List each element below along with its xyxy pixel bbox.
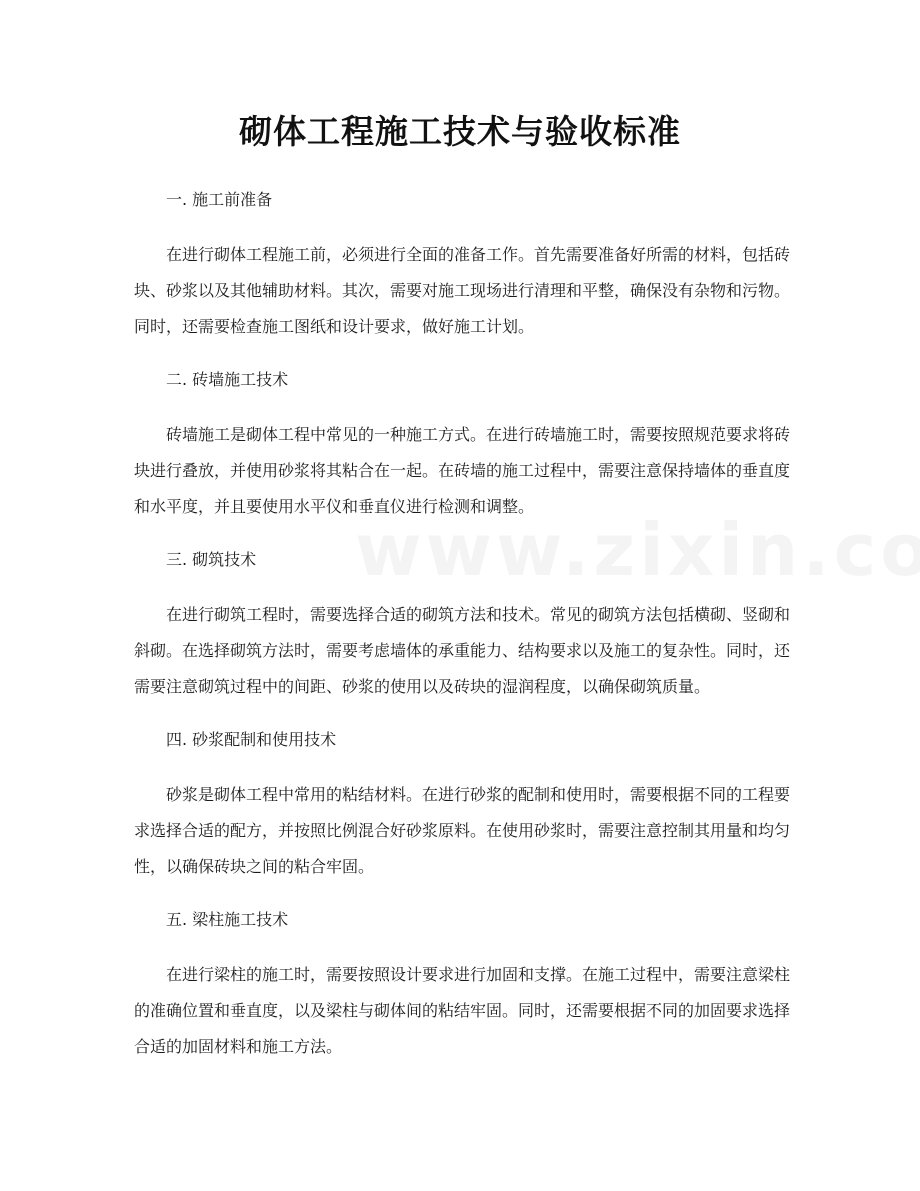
section-heading: 五. 梁柱施工技术 <box>166 910 289 929</box>
section-5 <box>134 903 790 1065</box>
section-1 <box>134 183 790 345</box>
section-3 <box>134 543 790 705</box>
document-body <box>134 183 790 1083</box>
section-paragraph: 在进行梁柱的施工时，需要按照设计要求进行加固和支撑。在施工过程中，需要注意梁柱的准确位置和垂直度，以及梁柱与砌体间的粘结牢固。同时，还需要根据不同的加固要求选择合适的加固材料和施工方法。 <box>134 965 791 1056</box>
section-4 <box>134 723 790 885</box>
section-heading: 四. 砂浆配制和使用技术 <box>166 730 337 749</box>
section-2 <box>134 363 790 525</box>
section-paragraph: 砖墙施工是砌体工程中常见的一种施工方式。在进行砖墙施工时，需要按照规范要求将砖块进行叠放，并使用砂浆将其粘合在一起。在砖墙的施工过程中，需要注意保持墙体的垂直度和水平度，并且要使用水平仪和垂直仪进行检测和调整。 <box>134 425 791 516</box>
document-title: 砌体工程施工技术与验收标准 <box>239 112 681 151</box>
section-heading: 三. 砌筑技术 <box>166 550 257 569</box>
section-paragraph: 在进行砌筑工程时，需要选择合适的砌筑方法和技术。常见的砌筑方法包括横砌、竖砌和斜砌。在选择砌筑方法时，需要考虑墙体的承重能力、结构要求以及施工的复杂性。同时，还需要注意砌筑过程中的间距、砂浆的使用以及砖块的湿润程度，以确保砌筑质量。 <box>134 605 791 696</box>
section-heading: 二. 砖墙施工技术 <box>166 370 289 389</box>
section-paragraph: 砂浆是砌体工程中常用的粘结材料。在进行砂浆的配制和使用时，需要根据不同的工程要求选择合适的配方，并按照比例混合好砂浆原料。在使用砂浆时，需要注意控制其用量和均匀性，以确保砖块之间的粘合牢固。 <box>134 785 791 876</box>
section-paragraph: 在进行砌体工程施工前，必须进行全面的准备工作。首先需要准备好所需的材料，包括砖块、砂浆以及其他辅助材料。其次，需要对施工现场进行清理和平整，确保没有杂物和污物。同时，还需要检查施工图纸和设计要求，做好施工计划。 <box>134 245 791 336</box>
section-heading: 一. 施工前准备 <box>166 190 273 209</box>
